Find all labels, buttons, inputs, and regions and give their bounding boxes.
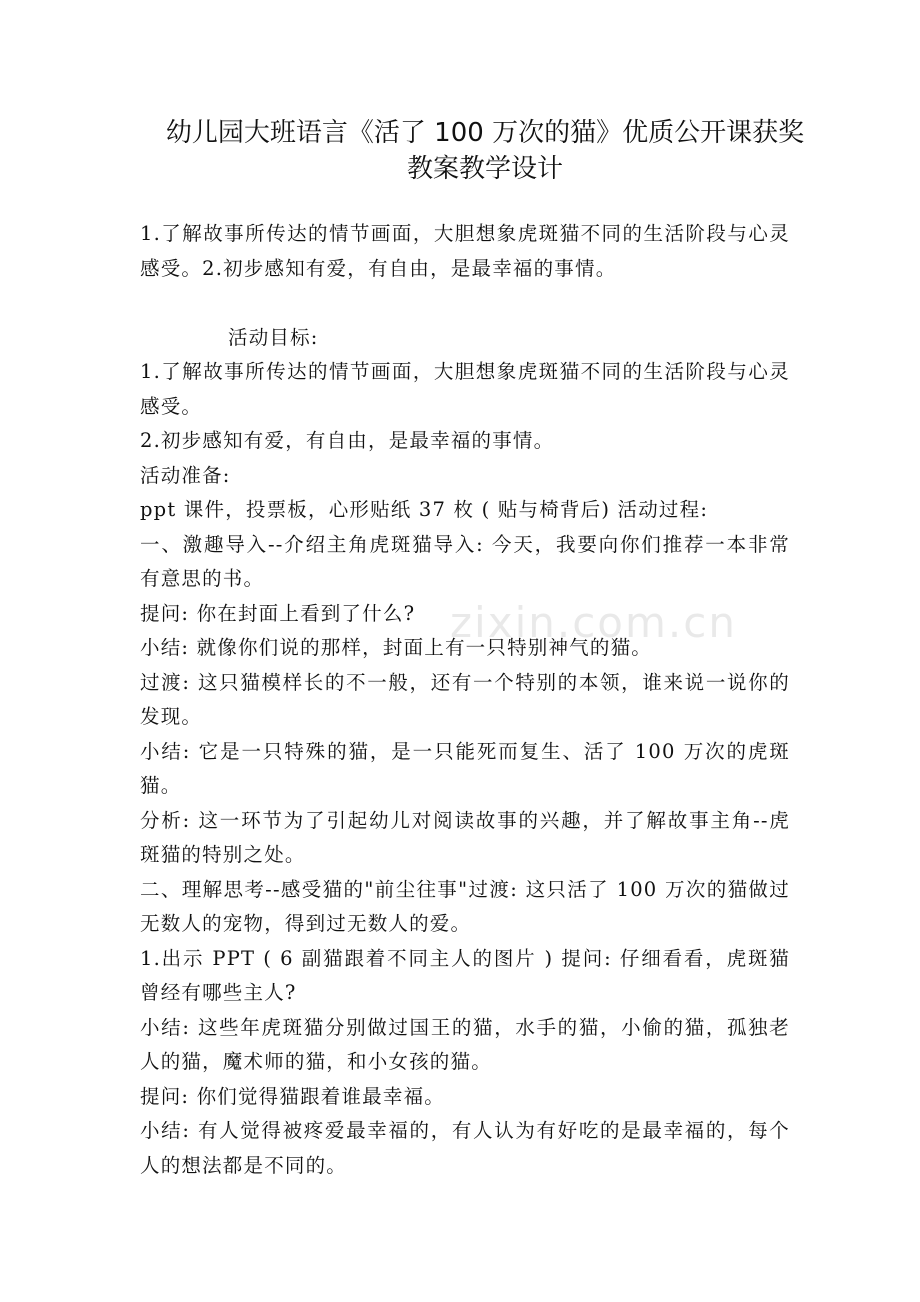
section-heading-goals: 活动目标: xyxy=(228,325,319,349)
paragraph-gap xyxy=(140,286,790,321)
document-body xyxy=(140,217,790,1183)
transition-skill: 过渡: 这只猫模样长的不一般，还有一个特别的本领，谁来说一说你的发现。 xyxy=(140,670,790,728)
document-title-line-2: 教案教学设计 xyxy=(406,154,563,184)
goal-item-2: 2.初步感知有爱，有自由，是最幸福的事情。 xyxy=(140,429,555,452)
preparation-materials: ppt 课件，投票板，心形贴纸 37 枚 ( 贴与椅背后) 活动过程: xyxy=(140,498,709,521)
goal-item-1: 1.了解故事所传达的情节画面，大胆想象虎斑猫不同的生活阶段与心灵感受。 xyxy=(140,360,790,418)
step-2-intro: 二、理解思考--感受猫的"前尘往事"过渡: 这只活了 100 万次的猫做过无数人的宠物，得到过无数人的爱。 xyxy=(140,877,790,935)
summary-cover: 小结: 就像你们说的那样，封面上有一只特别神气的猫。 xyxy=(140,636,652,659)
ppt-question-owners: 1.出示 PPT ( 6 副猫跟着不同主人的图片 ) 提问: 仔细看看，虎斑猫曾经有哪些主人? xyxy=(140,946,790,1004)
section-heading-preparation: 活动准备: xyxy=(140,463,231,487)
question-happiest: 提问: 你们觉得猫跟着谁最幸福。 xyxy=(140,1084,445,1108)
analysis-step-1: 分析: 这一环节为了引起幼儿对阅读故事的兴趣，并了解故事主角--虎斑猫的特别之处。 xyxy=(140,808,790,866)
watermark-text: zixin.com.cn xyxy=(450,598,737,647)
summary-happiness: 小结: 有人觉得被疼爱最幸福的，有人认为有好吃的是最幸福的，每个人的想法都是不同的。 xyxy=(140,1119,790,1177)
intro-paragraph: 1.了解故事所传达的情节画面，大胆想象虎斑猫不同的生活阶段与心灵感受。2.初步感知有爱，有自由，是最幸福的事情。 xyxy=(140,222,790,280)
summary-special-cat: 小结: 它是一只特殊的猫，是一只能死而复生、活了 100 万次的虎斑猫。 xyxy=(140,739,790,797)
question-cover: 提问: 你在封面上看到了什么? xyxy=(140,601,416,625)
step-1-intro: 一、激趣导入--介绍主角虎斑猫导入: 今天，我要向你们推荐一本非常有意思的书。 xyxy=(140,532,790,590)
document-title-line-1: 幼儿园大班语言《活了 100 万次的猫》优质公开课获奖 xyxy=(165,118,805,148)
summary-owners: 小结: 这些年虎斑猫分别做过国王的猫，水手的猫，小偷的猫，孤独老人的猫，魔术师的猫，和小女孩的猫。 xyxy=(140,1015,790,1073)
